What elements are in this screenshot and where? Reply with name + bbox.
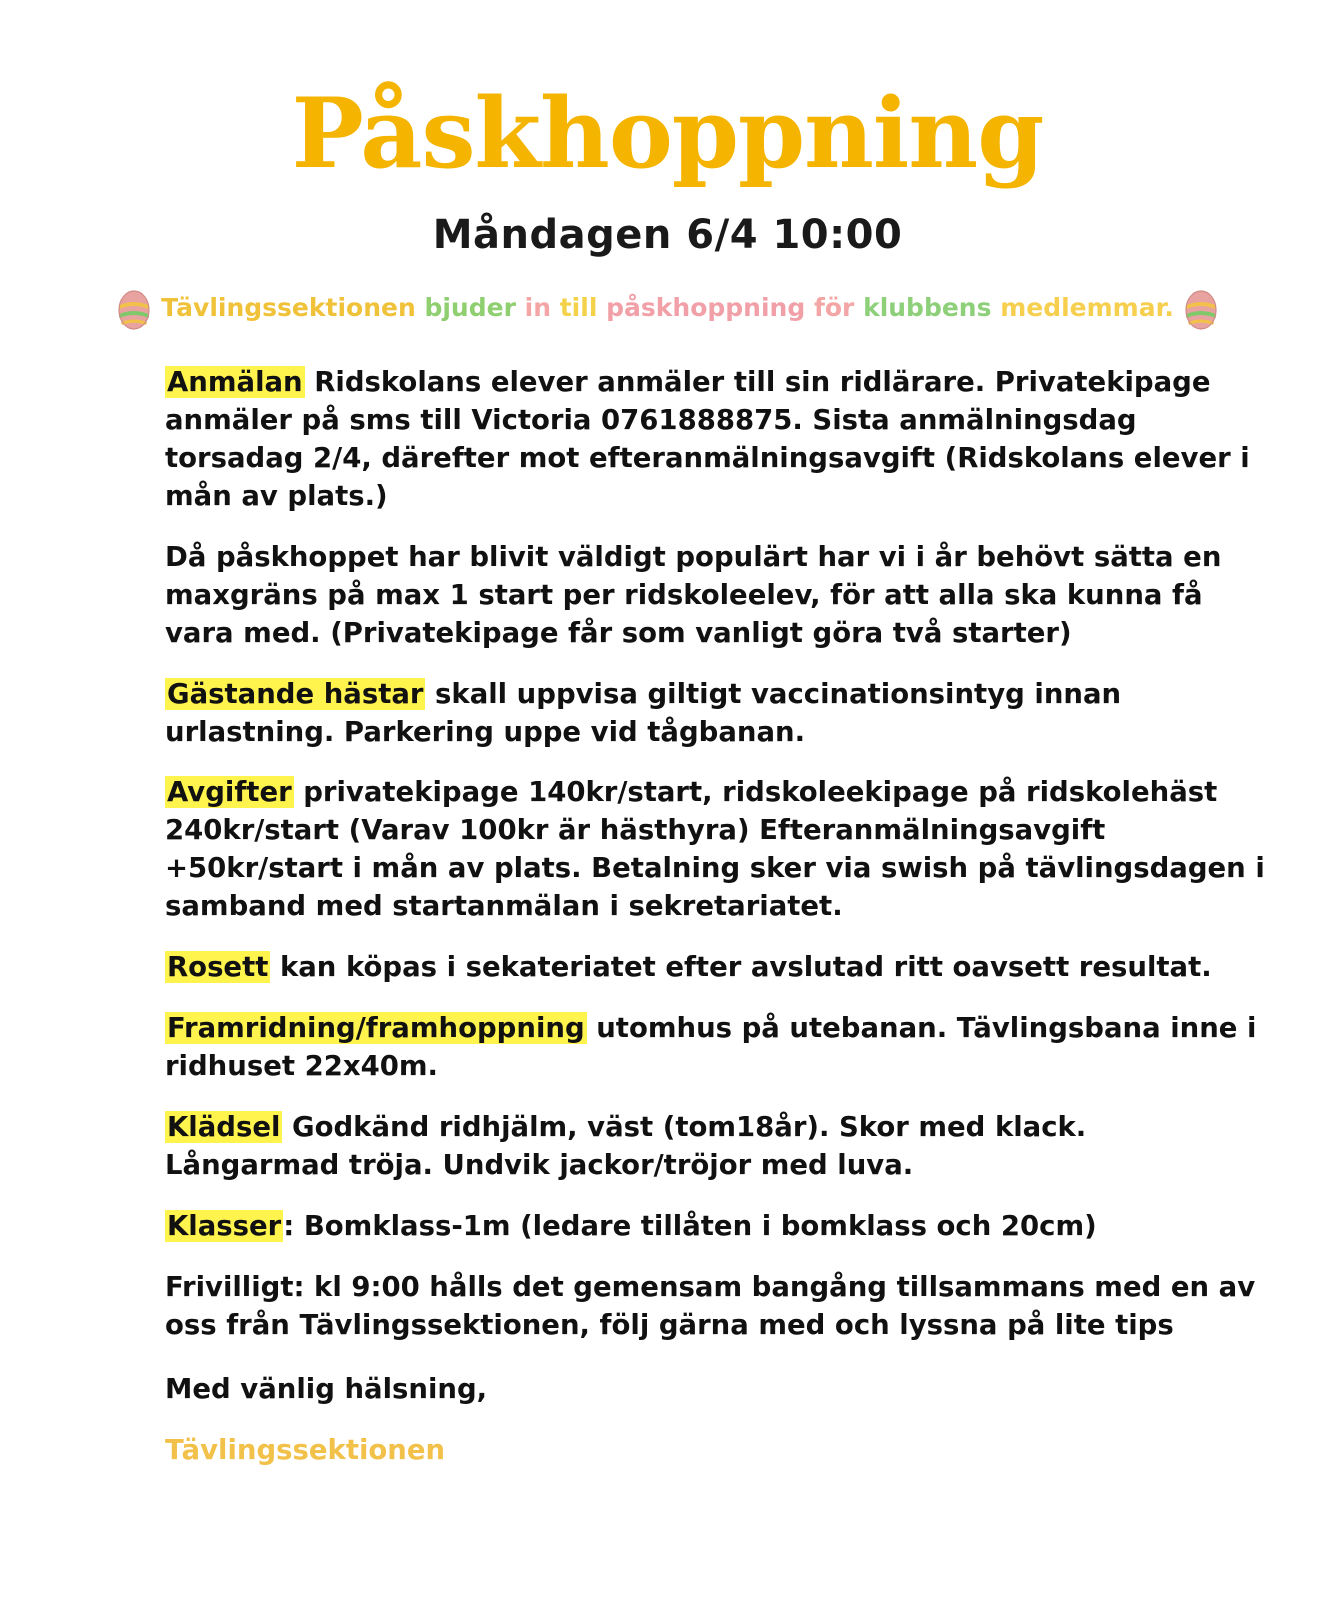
page-title: Påskhoppning xyxy=(291,77,1044,190)
invite-word-3: in xyxy=(524,292,552,322)
paragraph-heading: Rosett xyxy=(167,951,269,984)
invite-word-2: bjuder xyxy=(424,292,516,322)
paragraph-heading: Framridning/framhoppning xyxy=(167,1012,585,1045)
paragraph-heading: Gästande hästar xyxy=(167,677,424,710)
signature: Tävlingssektionen xyxy=(165,1433,446,1466)
body-content xyxy=(165,364,1265,1470)
paragraph-heading: Avgifter xyxy=(167,776,292,809)
easter-egg-icon xyxy=(1184,284,1218,330)
paragraph-text: Ridskolans elever anmäler till sin ridlärare. Privatekipage anmäler på sms till Victoria 0761888875. Sista anmälningsdag torsadag 2/4, därefter mot efteranmälningsavgift (Ridskolans elever i mån av plats.) xyxy=(165,366,1250,512)
invite-word-1: Tävlingssektionen xyxy=(161,292,416,322)
paragraph-anmalan xyxy=(165,364,1265,516)
invite-line xyxy=(0,284,1335,330)
invite-word-6: för xyxy=(813,292,855,322)
paragraph-text: Då påskhoppet har blivit väldigt populärt har vi i år behövt sätta en maxgräns på max 1 start per ridskoleelev, för att alla ska kunna få vara med. (Privatekipage får som vanligt göra två starter) xyxy=(165,540,1222,649)
paragraph-text: skall uppvisa giltigt vaccinationsintyg innan urlastning. Parkering uppe vid tågbanan. xyxy=(165,677,1122,748)
paragraph-frivilligt xyxy=(165,1269,1265,1345)
paragraph-text: : Bomklass-1m (ledare tillåten i bomklass och 20cm) xyxy=(283,1209,1097,1242)
paragraph-heading: Anmälan xyxy=(167,366,303,398)
invite-text xyxy=(161,293,1174,322)
event-date-time: Måndagen 6/4 10:00 xyxy=(432,212,903,258)
paragraph-maxgrans xyxy=(165,539,1265,653)
paragraph-framridning xyxy=(165,1010,1265,1086)
invite-word-4: till xyxy=(559,292,598,322)
paragraph-text: Med vänlig hälsning, xyxy=(165,1372,488,1405)
easter-egg-icon xyxy=(117,284,151,330)
invite-word-8: medlemmar. xyxy=(1000,292,1174,322)
paragraph-heading: Klädsel xyxy=(167,1111,281,1143)
poster-page xyxy=(0,77,1335,1599)
paragraph-gastande-hastar xyxy=(165,676,1265,752)
paragraph-text: kan köpas i sekateriatet efter avslutad ritt oavsett resultat. xyxy=(270,951,1212,984)
paragraph-text: privatekipage 140kr/start, ridskoleekipage på ridskolehäst 240kr/start (Varav 100kr är hästhyra) Efteranmälningsavgift +50kr/start i mån av plats. Betalning sker via swish på tävlingsdagen i samband med startanmälan i sekretariatet. xyxy=(165,776,1265,923)
invite-word-7: klubbens xyxy=(863,292,992,322)
paragraph-klasser xyxy=(165,1208,1265,1246)
paragraph-text: Godkänd ridhjälm, väst (tom18år). Skor med klack. Långarmad tröja. Undvik jackor/tröjor med luva. xyxy=(165,1111,1087,1181)
paragraph-avgifter xyxy=(165,774,1265,926)
paragraph-closing xyxy=(165,1371,1265,1409)
paragraph-kladsel xyxy=(165,1109,1265,1185)
paragraph-text: Frivilligt: kl 9:00 hålls det gemensam bangång tillsammans med en av oss från Tävlingssektionen, följ gärna med och lyssna på lite tips xyxy=(165,1270,1256,1341)
paragraph-rosett xyxy=(165,949,1265,987)
invite-word-5: påskhoppning xyxy=(606,292,806,322)
paragraph-text: utomhus på utebanan. Tävlingsbana inne i ridhuset 22x40m. xyxy=(165,1012,1257,1083)
paragraph-heading: Klasser xyxy=(167,1209,282,1242)
